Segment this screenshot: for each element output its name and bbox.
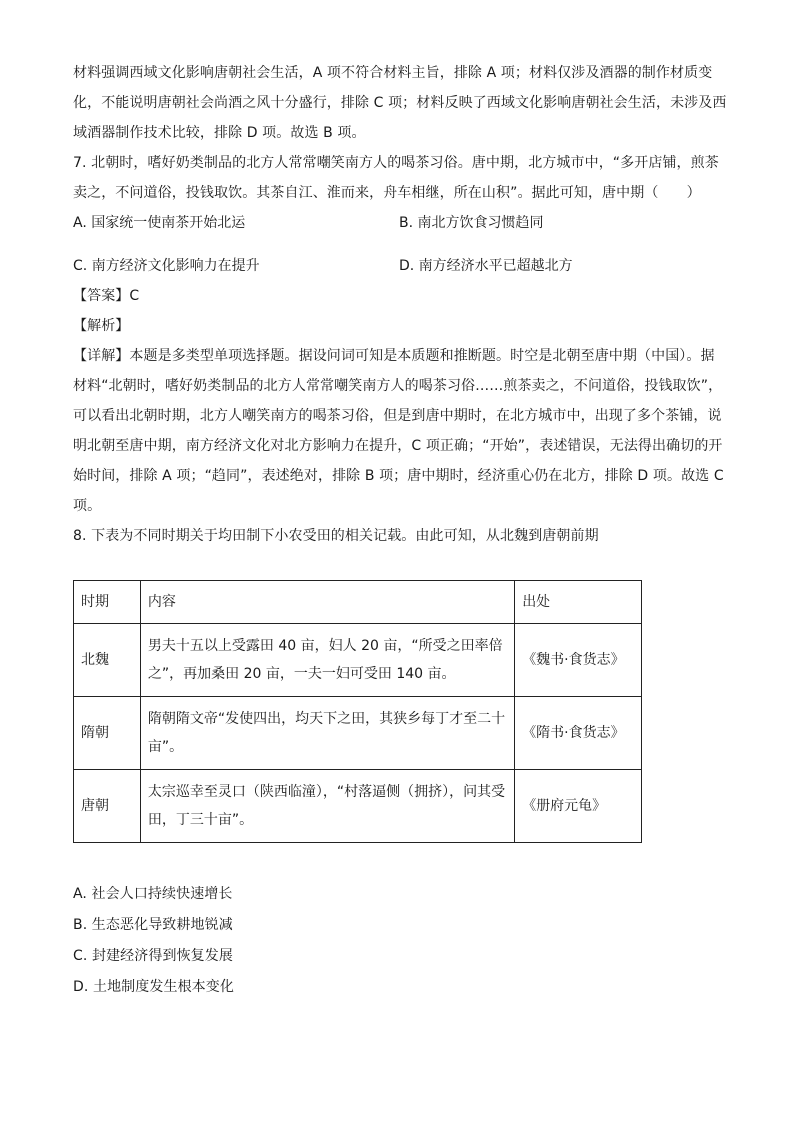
detail-line: 材料“北朝时，嗜好奶类制品的北方人常常嘲笑南方人的喝茶习俗……煎茶卖之，不问道俗，投钱取饮”， [73,378,723,394]
q7-option-a: A. 国家统一使南茶开始北运 [73,215,246,231]
question-8 [73,521,725,1002]
detail-line: 项。 [73,498,102,514]
cell-period: 北魏 [74,624,141,697]
q8-option-c: C. 封建经济得到恢复发展 [73,948,233,964]
document-page [73,58,725,1003]
q7-answer [73,281,725,311]
detail-line: 明北朝至唐中期，南方经济文化对北方影响力在提升，C 项正确；“开始”，表述错误，无法得出确切的开 [73,438,723,454]
q7-options-row-1 [73,208,725,238]
cell-source: 《隋书·食货志》 [515,697,642,770]
q7-options-row-2 [73,251,725,281]
detail-line: 【详解】本题是多类型单项选择题。据设问词可知是本质题和推断题。时空是北朝至唐中期（中国）。据 [73,348,715,364]
q7-stem-line: 7. 北朝时，嗜好奶类制品的北方人常常嘲笑南方人的喝茶习俗。唐中期，北方城市中，“多开店铺，煎茶 [73,155,719,171]
intro-paragraph [73,58,725,148]
intro-line: 域酒器制作技术比较，排除 D 项。故选 B 项。 [73,125,366,141]
q7-option-c: C. 南方经济文化影响力在提升 [73,258,260,274]
table-header-row [74,581,642,624]
intro-line: 材料强调西域文化影响唐朝社会生活，A 项不符合材料主旨，排除 A 项；材料仅涉及酒器的制作材质变 [73,65,713,81]
detail-line: 可以看出北朝时期，北方人嘲笑南方的喝茶习俗，但是到唐中期时，在北方城市中，出现了多个茶铺，说 [73,408,722,424]
cell-source: 《册府元龟》 [515,770,642,843]
cell-content: 太宗巡幸至灵口（陕西临潼），“村落逼侧（拥挤），问其受田，丁三十亩”。 [140,770,514,843]
q8-stem: 8. 下表为不同时期关于均田制下小农受田的相关记载。由此可知，从北魏到唐朝前期 [73,528,599,544]
q7-detail [73,341,725,521]
cell-source: 《魏书·食货志》 [515,624,642,697]
answer-value: C [129,288,140,304]
detail-line: 始时间，排除 A 项；“趋同”，表述绝对，排除 B 项；唐中期时，经济重心仍在北方，排除 D 项。故选 C [73,468,724,484]
table-row [74,624,642,697]
header-content: 内容 [140,581,514,624]
q7-option-d: D. 南方经济水平已超越北方 [399,258,573,274]
records-table [73,580,642,843]
analysis-label: 【解析】 [73,318,130,334]
table-row [74,770,642,843]
cell-content: 隋朝隋文帝“发使四出，均天下之田，其狭乡每丁才至二十亩”。 [140,697,514,770]
intro-line: 化，不能说明唐朝社会尚酒之风十分盛行，排除 C 项；材料反映了西域文化影响唐朝社会生活，未涉及西 [73,95,727,111]
q8-option-d: D. 土地制度发生根本变化 [73,979,234,995]
q8-option-b: B. 生态恶化导致耕地锐减 [73,917,233,933]
question-7 [73,148,725,521]
q8-choices [73,879,725,1002]
answer-label: 【答案】 [73,288,130,304]
cell-period: 隋朝 [74,697,141,770]
cell-period: 唐朝 [74,770,141,843]
cell-content: 男夫十五以上受露田 40 亩，妇人 20 亩，“所受之田率倍之”，再加桑田 20 亩，一夫一妇可受田 140 亩。 [140,624,514,697]
header-source: 出处 [515,581,642,624]
q7-option-b: B. 南北方饮食习惯趋同 [399,215,544,231]
q7-stem-line: 卖之，不问道俗，投钱取饮。其茶自江、淮而来，舟车相继，所在山积”。据此可知，唐中期（ ） [73,185,701,201]
q8-option-a: A. 社会人口持续快速增长 [73,886,233,902]
table-row [74,697,642,770]
header-period: 时期 [74,581,141,624]
